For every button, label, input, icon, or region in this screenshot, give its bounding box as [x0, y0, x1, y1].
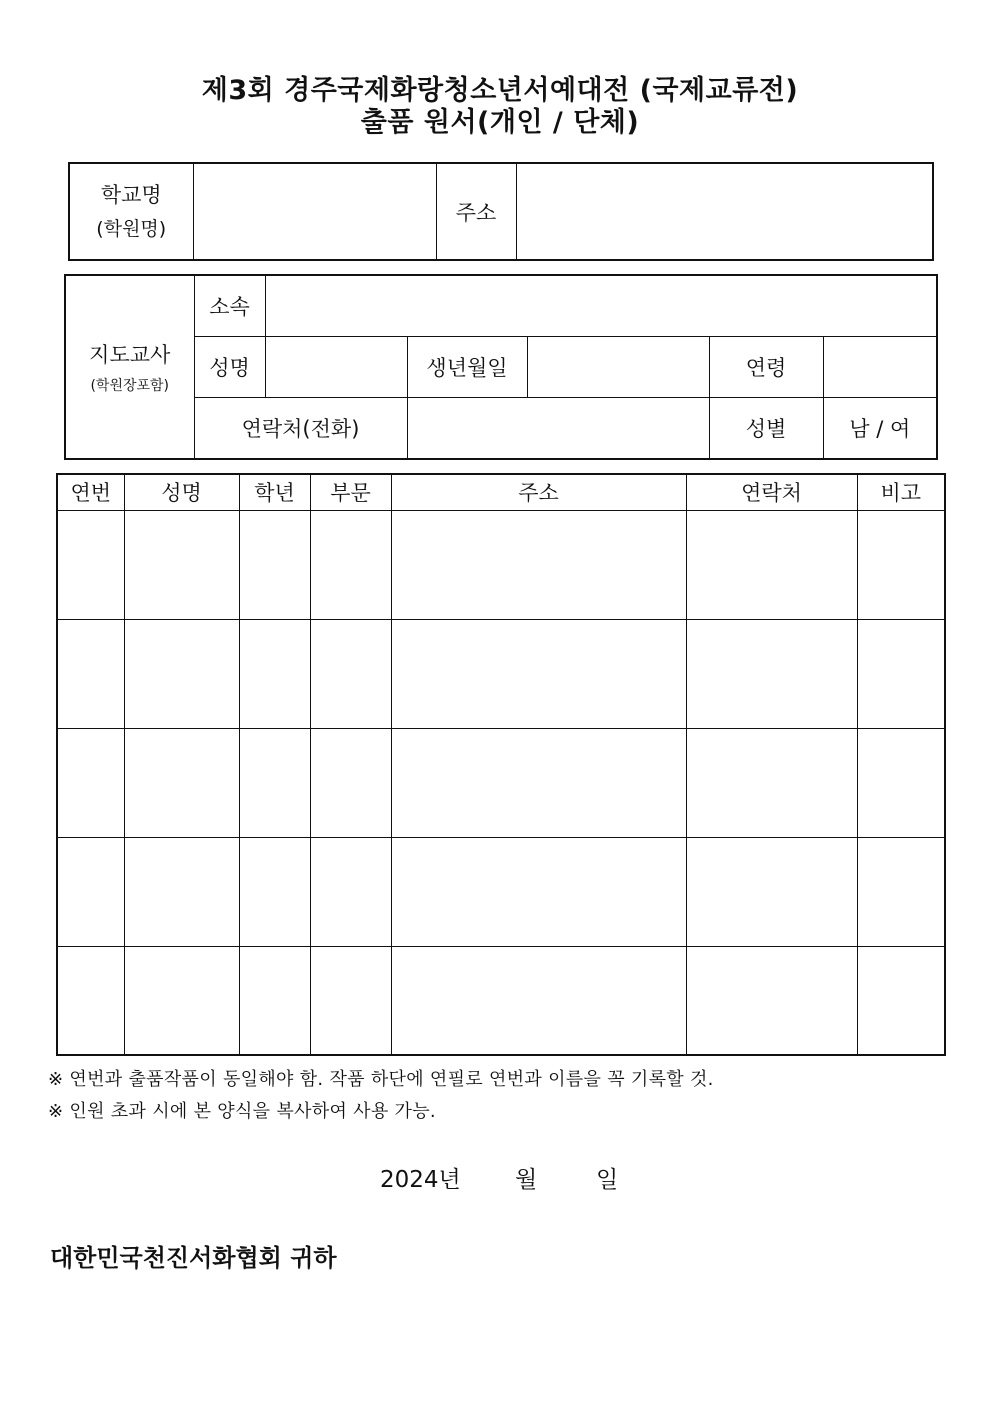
- number-cell[interactable]: [57, 510, 124, 619]
- contact-cell[interactable]: [686, 619, 857, 728]
- school-name-sublabel: (학원명): [96, 217, 167, 240]
- name-cell[interactable]: [124, 619, 239, 728]
- contact-field[interactable]: [407, 397, 709, 459]
- gender-label: 성별: [709, 397, 823, 459]
- category-cell[interactable]: [310, 946, 391, 1055]
- table-row: [57, 619, 945, 728]
- contact-cell[interactable]: [686, 837, 857, 946]
- gender-options[interactable]: 남 / 여: [823, 397, 937, 459]
- school-name-label: 학교명: [100, 182, 162, 207]
- teacher-name-label: 성명: [194, 336, 265, 397]
- form-subtitle: 출품 원서(개인 / 단체): [360, 107, 640, 138]
- category-cell[interactable]: [310, 728, 391, 837]
- column-header-number: 연번: [57, 474, 124, 510]
- address-cell[interactable]: [391, 837, 686, 946]
- column-header-grade: 학년: [239, 474, 310, 510]
- school-address-field[interactable]: [516, 163, 933, 260]
- grade-cell[interactable]: [239, 510, 310, 619]
- age-field[interactable]: [823, 336, 937, 397]
- teacher-sublabel: (학원장포함): [90, 378, 170, 394]
- column-header-address: 주소: [391, 474, 686, 510]
- remarks-cell[interactable]: [857, 619, 945, 728]
- table-row: [57, 946, 945, 1055]
- date-day: 일: [596, 1167, 619, 1193]
- table-row: [57, 728, 945, 837]
- affiliation-field[interactable]: [265, 275, 937, 336]
- form-title: 제3회 경주국제화랑청소년서예대전 (국제교류전): [201, 75, 799, 106]
- column-header-name: 성명: [124, 474, 239, 510]
- teacher-label: 지도교사: [89, 343, 171, 367]
- school-address-label: 주소: [436, 163, 516, 260]
- name-cell[interactable]: [124, 946, 239, 1055]
- table-row: [57, 837, 945, 946]
- name-cell[interactable]: [124, 837, 239, 946]
- number-cell[interactable]: [57, 728, 124, 837]
- grade-cell[interactable]: [239, 728, 310, 837]
- students-header-row: [57, 474, 945, 510]
- column-header-category: 부문: [310, 474, 391, 510]
- school-name-field[interactable]: [193, 163, 436, 260]
- category-cell[interactable]: [310, 619, 391, 728]
- age-label: 연령: [709, 336, 823, 397]
- address-cell[interactable]: [391, 619, 686, 728]
- recipient: 대한민국천진서화협회 귀하: [50, 1244, 337, 1272]
- address-cell[interactable]: [391, 510, 686, 619]
- remarks-cell[interactable]: [857, 946, 945, 1055]
- number-cell[interactable]: [57, 837, 124, 946]
- birthdate-field[interactable]: [527, 336, 709, 397]
- teacher-name-field[interactable]: [265, 336, 407, 397]
- contact-label: 연락처(전화): [194, 397, 407, 459]
- table-row: [57, 510, 945, 619]
- birthdate-label: 생년월일: [407, 336, 527, 397]
- grade-cell[interactable]: [239, 837, 310, 946]
- remarks-cell[interactable]: [857, 728, 945, 837]
- contact-cell[interactable]: [686, 510, 857, 619]
- note-1: ※ 연번과 출품작품이 동일해야 함. 작품 하단에 연필로 연번과 이름을 꼭 기록할 것.: [48, 1069, 714, 1090]
- column-header-remarks: 비고: [857, 474, 945, 510]
- number-cell[interactable]: [57, 619, 124, 728]
- number-cell[interactable]: [57, 946, 124, 1055]
- teacher-info-table: [64, 274, 938, 460]
- remarks-cell[interactable]: [857, 837, 945, 946]
- date-year: 2024년: [380, 1167, 461, 1193]
- grade-cell[interactable]: [239, 946, 310, 1055]
- note-2: ※ 인원 초과 시에 본 양식을 복사하여 사용 가능.: [48, 1101, 436, 1122]
- affiliation-label: 소속: [194, 275, 265, 336]
- category-cell[interactable]: [310, 510, 391, 619]
- school-info-table: [68, 162, 934, 261]
- school-name-label-cell: [69, 163, 193, 260]
- contact-cell[interactable]: [686, 946, 857, 1055]
- column-header-contact: 연락처: [686, 474, 857, 510]
- students-table: [56, 473, 946, 1056]
- contact-cell[interactable]: [686, 728, 857, 837]
- address-cell[interactable]: [391, 728, 686, 837]
- teacher-label-cell: [65, 275, 194, 459]
- remarks-cell[interactable]: [857, 510, 945, 619]
- date-month: 월: [515, 1167, 538, 1193]
- address-cell[interactable]: [391, 946, 686, 1055]
- grade-cell[interactable]: [239, 619, 310, 728]
- name-cell[interactable]: [124, 510, 239, 619]
- category-cell[interactable]: [310, 837, 391, 946]
- name-cell[interactable]: [124, 728, 239, 837]
